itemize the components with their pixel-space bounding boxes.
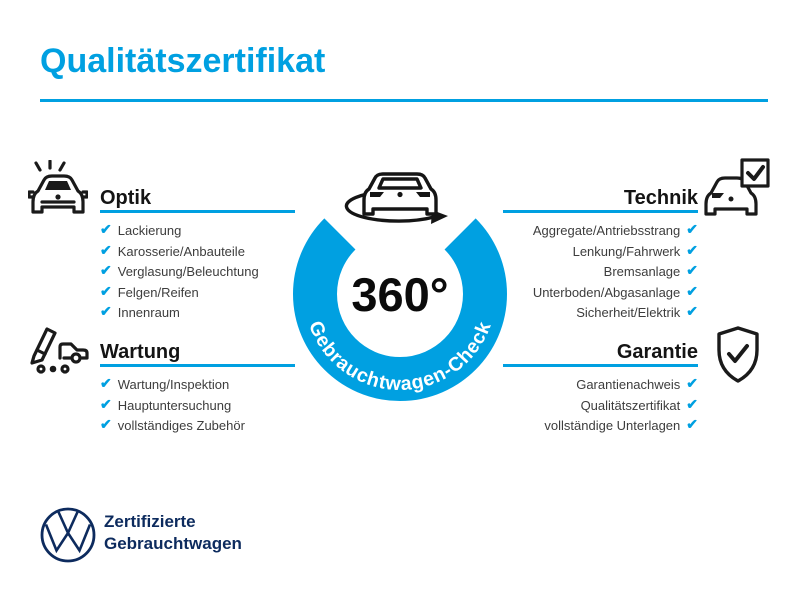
checklist-item-label: vollständiges Zubehör	[117, 418, 245, 433]
checklist-item-label: Sicherheit/Elektrik	[576, 305, 681, 320]
degree-label: 360°	[351, 268, 449, 321]
footer-claim	[104, 511, 242, 555]
sparkling-car-icon	[28, 160, 88, 216]
checklist-item-label: Lackierung	[117, 223, 182, 238]
check-icon: ✔	[100, 395, 112, 412]
check-icon: ✔	[686, 416, 698, 432]
checklist-item-label: Bremsanlage	[603, 264, 681, 279]
car-checkbox-icon	[704, 158, 772, 216]
checklist-item-label: Hauptuntersuchung	[117, 397, 232, 413]
check-icon: ✔	[686, 395, 698, 412]
check-icon: ✔	[100, 375, 112, 391]
checklist-item-label: Verglasung/Beleuchtung	[117, 264, 259, 279]
checklist-item-label: vollständige Unterlagen	[544, 418, 681, 433]
footer-claim-line1: Zertifizierte	[104, 512, 196, 531]
section-optik-title: Optik	[100, 187, 152, 209]
check-icon: ✔	[100, 282, 112, 299]
ring-label: Gebrauchtwagen-Check	[304, 317, 496, 396]
checklist-item-label: Garantienachweis	[576, 377, 681, 392]
check-icon: ✔	[686, 375, 698, 391]
check-icon: ✔	[100, 303, 112, 319]
checklist-item-label: Aggregate/Antriebsstrang	[532, 223, 681, 238]
check-icon: ✔	[100, 221, 112, 237]
checklist-item-label: Karosserie/Anbauteile	[117, 243, 245, 259]
360-check-graphic	[255, 128, 545, 438]
check-icon: ✔	[686, 221, 698, 237]
section-technik-title: Technik	[623, 187, 698, 209]
footer-claim-line2: Gebrauchtwagen	[104, 534, 242, 553]
section-wartung-title: Wartung	[100, 341, 181, 363]
checklist-item-label: Felgen/Reifen	[117, 284, 199, 300]
checklist-item-label: Lenkung/Fahrwerk	[572, 243, 681, 259]
shield-check-icon	[714, 326, 762, 384]
checklist-item-label: Unterboden/Abgasanlage	[532, 284, 681, 300]
page-title: Qualitätszertifikat	[40, 42, 326, 80]
check-icon: ✔	[686, 303, 698, 319]
check-icon: ✔	[686, 282, 698, 299]
checklist-item-label: Qualitätszertifikat	[580, 397, 681, 413]
check-icon: ✔	[100, 241, 112, 258]
section-garantie-title: Garantie	[616, 341, 698, 363]
service-pen-car-icon	[28, 318, 90, 376]
check-icon: ✔	[686, 241, 698, 258]
title-divider	[40, 99, 768, 102]
checklist-item-label: Innenraum	[117, 305, 180, 320]
check-icon: ✔	[686, 262, 698, 278]
car-360-rotation-icon	[346, 174, 448, 224]
checklist-item-label: Wartung/Inspektion	[117, 377, 230, 392]
check-icon: ✔	[100, 262, 112, 278]
check-icon: ✔	[100, 416, 112, 432]
vw-logo	[38, 505, 98, 565]
